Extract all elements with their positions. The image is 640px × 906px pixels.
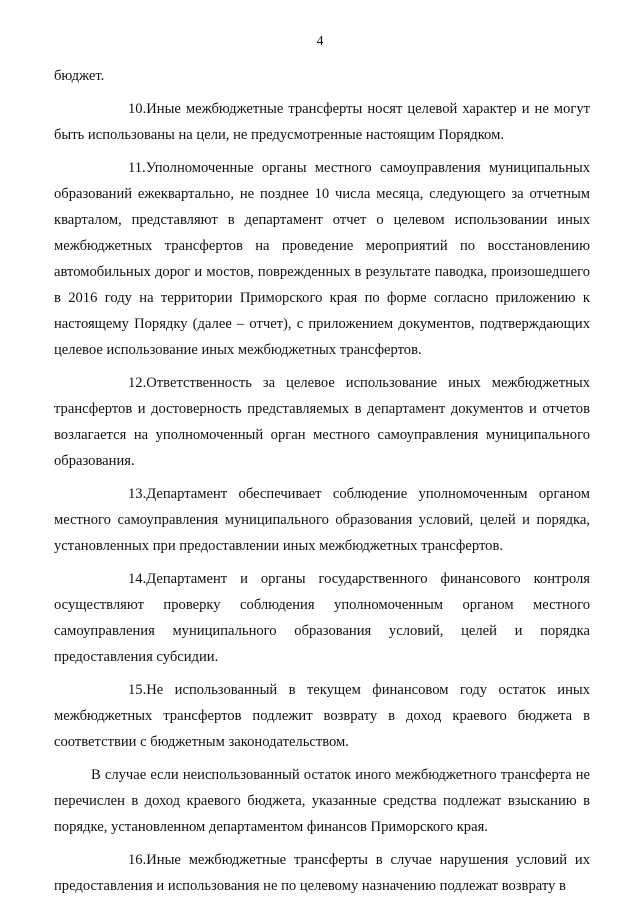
paragraph-number: 11.	[128, 160, 146, 176]
paragraph-text: Департамент и органы государственного финансового контроля осуществляют проверку соблюдения уполномоченным органом местного самоуправления муниципального образования условий, целей и порядка предоставления субсидии.	[54, 571, 590, 665]
paragraph-15-continuation	[54, 762, 590, 840]
paragraph-text: Уполномоченные органы местного самоуправления муниципальных образований ежеквартально, не позднее 10 числа месяца, следующего за отчетным кварталом, представляют в департамент отчет о целевом использовании иных межбюджетных трансфертов на проведение мероприятий по восстановлению автомобильных дорог и мостов, поврежденных в результате паводка, произошедшего в 2016 году на территории Приморского края по форме согласно приложению к настоящему Порядку (далее – отчет), с приложением документов, подтверждающих целевое использование иных межбюджетных трансфертов.	[54, 160, 590, 358]
paragraph-number: 13.	[128, 486, 147, 502]
paragraph-16	[54, 847, 590, 899]
paragraph-10	[54, 96, 590, 148]
continuation-text: бюджет.	[54, 68, 105, 84]
paragraph-text: Ответственность за целевое использование иных межбюджетных трансфертов и достоверность представляемых в департамент документов и отчетов возлагается на уполномоченный орган местного самоуправления муниципального образования.	[54, 375, 590, 469]
paragraph-text: В случае если неиспользованный остаток иного межбюджетного трансферта не перечислен в доход краевого бюджета, указанные средства подлежат взысканию в порядке, установленном департаментом финансов Приморского края.	[54, 767, 590, 835]
paragraph-number: 16.	[128, 852, 147, 868]
document-body	[54, 63, 590, 906]
paragraph-number: 15.	[128, 682, 147, 698]
paragraph-text: Департамент обеспечивает соблюдение уполномоченным органом местного самоуправления муниципального образования условий, целей и порядка, установленных при предоставлении иных межбюджетных трансфертов.	[54, 486, 590, 554]
paragraph-text: Иные межбюджетные трансферты в случае нарушения условий их предоставления и использования не по целевому назначению подлежат возврату в	[54, 852, 590, 894]
paragraph-number: 12.	[128, 375, 147, 391]
paragraph-11	[54, 155, 590, 363]
paragraph-number: 14.	[128, 571, 147, 587]
paragraph-15	[54, 677, 590, 755]
paragraph-number: 10.	[128, 101, 147, 117]
paragraph-text: Иные межбюджетные трансферты носят целевой характер и не могут быть использованы на цели, не предусмотренные настоящим Порядком.	[54, 101, 590, 143]
paragraph-text: Не использованный в текущем финансовом году остаток иных межбюджетных трансфертов подлежит возврату в доход краевого бюджета в соответствии с бюджетным законодательством.	[54, 682, 590, 750]
paragraph-12	[54, 370, 590, 474]
paragraph-14	[54, 566, 590, 670]
page-number: 4	[316, 34, 324, 49]
paragraph-13	[54, 481, 590, 559]
